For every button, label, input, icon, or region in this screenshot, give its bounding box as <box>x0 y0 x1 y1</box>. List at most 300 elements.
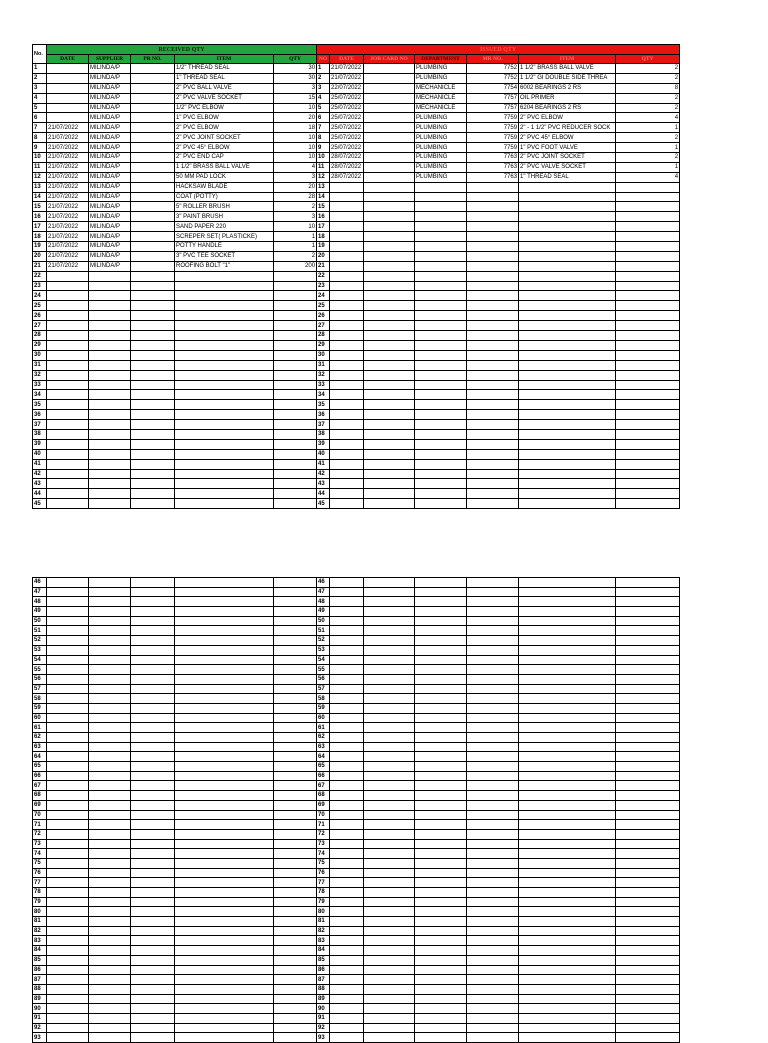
issued-department-cell <box>415 301 467 311</box>
received-qty-cell <box>274 489 317 499</box>
received-item-cell <box>175 733 274 743</box>
header-issued-job-card: JOB CARD NO <box>364 55 415 64</box>
table-row <box>33 172 680 182</box>
issued-qty-cell <box>616 616 680 626</box>
row-number: 71 <box>33 820 47 830</box>
received-pr-cell <box>131 459 175 469</box>
issued-date-cell <box>330 212 364 222</box>
issued-mr-cell <box>467 390 519 400</box>
received-pr-cell <box>131 449 175 459</box>
row-number: 26 <box>33 311 47 321</box>
table-row <box>33 271 680 281</box>
issued-no-cell: 28 <box>317 331 330 341</box>
received-date-cell <box>47 655 89 665</box>
issued-date-cell <box>330 742 364 752</box>
received-date-cell <box>47 674 89 684</box>
table-row <box>33 955 680 965</box>
issued-job-card-cell <box>364 626 415 636</box>
issued-date-cell <box>330 459 364 469</box>
issued-item-cell <box>519 271 616 281</box>
issued-qty-cell <box>616 636 680 646</box>
issued-mr-cell <box>467 439 519 449</box>
issued-mr-cell <box>467 587 519 597</box>
received-item-cell <box>175 587 274 597</box>
row-number: 59 <box>33 703 47 713</box>
received-date-cell <box>47 771 89 781</box>
table-row <box>33 499 680 509</box>
issued-no-cell: 88 <box>317 984 330 994</box>
received-item-cell: 2" PVC VALVE SOCKET <box>175 93 274 103</box>
received-pr-cell <box>131 965 175 975</box>
issued-mr-cell <box>467 380 519 390</box>
issued-no-cell: 84 <box>317 946 330 956</box>
received-qty-cell: 18 <box>274 123 317 133</box>
received-item-cell: ROOFING BOLT "1" <box>175 261 274 271</box>
received-pr-cell <box>131 742 175 752</box>
issued-job-card-cell <box>364 684 415 694</box>
received-item-cell: 1" THREAD SEAL <box>175 73 274 83</box>
table-row <box>33 965 680 975</box>
issued-job-card-cell <box>364 839 415 849</box>
issued-mr-cell <box>467 578 519 588</box>
received-date-cell <box>47 1023 89 1033</box>
issued-department-cell: PLUMBING <box>415 133 467 143</box>
issued-mr-cell <box>467 936 519 946</box>
received-item-cell <box>175 390 274 400</box>
table-row <box>33 858 680 868</box>
issued-item-cell <box>519 800 616 810</box>
issued-job-card-cell <box>364 858 415 868</box>
issued-job-card-cell <box>364 439 415 449</box>
received-pr-cell <box>131 791 175 801</box>
issued-mr-cell <box>467 820 519 830</box>
issued-job-card-cell <box>364 984 415 994</box>
issued-date-cell <box>330 878 364 888</box>
issued-qty-cell <box>616 459 680 469</box>
received-qty-cell <box>274 984 317 994</box>
received-qty-cell <box>274 965 317 975</box>
table-row <box>33 340 680 350</box>
issued-mr-cell <box>467 829 519 839</box>
received-qty-cell: 4 <box>274 162 317 172</box>
received-date-cell <box>47 888 89 898</box>
received-item-cell <box>175 449 274 459</box>
received-qty-cell <box>274 350 317 360</box>
row-number: 18 <box>33 232 47 242</box>
issued-mr-cell <box>467 665 519 675</box>
received-date-cell <box>47 907 89 917</box>
received-pr-cell <box>131 762 175 772</box>
row-number: 62 <box>33 733 47 743</box>
received-item-cell <box>175 694 274 704</box>
received-supplier-cell: MILINDA/P <box>89 162 131 172</box>
received-qty-cell <box>274 917 317 927</box>
table-row <box>33 771 680 781</box>
table-row <box>33 839 680 849</box>
issued-department-cell <box>415 975 467 985</box>
received-date-cell <box>47 713 89 723</box>
issued-department-cell <box>415 390 467 400</box>
table-row <box>33 888 680 898</box>
row-number: 69 <box>33 800 47 810</box>
issued-department-cell <box>415 1023 467 1033</box>
issued-no-cell: 63 <box>317 742 330 752</box>
table-row <box>33 897 680 907</box>
row-number: 16 <box>33 212 47 222</box>
issued-job-card-cell <box>364 172 415 182</box>
issued-department-cell: PLUMBING <box>415 143 467 153</box>
received-qty-cell <box>274 907 317 917</box>
received-pr-cell <box>131 281 175 291</box>
issued-no-cell: 26 <box>317 311 330 321</box>
issued-job-card-cell <box>364 143 415 153</box>
issued-no-cell: 50 <box>317 616 330 626</box>
issued-department-cell <box>415 781 467 791</box>
row-number: 9 <box>33 143 47 153</box>
received-qty-cell <box>274 791 317 801</box>
issued-job-card-cell <box>364 459 415 469</box>
issued-qty-cell <box>616 350 680 360</box>
received-qty-cell: 2 <box>274 251 317 261</box>
issued-date-cell: 22/07/2022 <box>330 83 364 93</box>
received-item-cell <box>175 897 274 907</box>
issued-date-cell <box>330 469 364 479</box>
issued-mr-cell <box>467 878 519 888</box>
received-supplier-cell: MILINDA/P <box>89 172 131 182</box>
received-pr-cell <box>131 694 175 704</box>
issued-date-cell <box>330 232 364 242</box>
issued-item-cell <box>519 192 616 202</box>
issued-mr-cell <box>467 684 519 694</box>
issued-date-cell <box>330 607 364 617</box>
row-number: 88 <box>33 984 47 994</box>
issued-no-cell: 75 <box>317 858 330 868</box>
issued-job-card-cell <box>364 791 415 801</box>
received-item-cell: 50 MM PAD LOCK <box>175 172 274 182</box>
received-pr-cell <box>131 499 175 509</box>
received-pr-cell <box>131 703 175 713</box>
header-issued-date: DATE <box>330 55 364 64</box>
received-supplier-cell <box>89 752 131 762</box>
issued-item-cell <box>519 946 616 956</box>
issued-qty-cell <box>616 791 680 801</box>
received-item-cell <box>175 499 274 509</box>
issued-department-cell <box>415 311 467 321</box>
issued-job-card-cell <box>364 420 415 430</box>
issued-job-card-cell <box>364 597 415 607</box>
received-item-cell <box>175 429 274 439</box>
row-number: 43 <box>33 479 47 489</box>
received-item-cell <box>175 868 274 878</box>
issued-mr-cell <box>467 771 519 781</box>
received-qty-cell <box>274 1033 317 1043</box>
issued-department-cell: PLUMBING <box>415 153 467 163</box>
issued-job-card-cell <box>364 955 415 965</box>
row-number: 77 <box>33 878 47 888</box>
received-date-cell: 21/07/2022 <box>47 143 89 153</box>
received-supplier-cell: MILINDA/P <box>89 93 131 103</box>
issued-no-cell: 90 <box>317 1004 330 1014</box>
issued-date-cell <box>330 946 364 956</box>
received-qty-cell <box>274 479 317 489</box>
received-qty-cell <box>274 674 317 684</box>
received-qty-cell <box>274 665 317 675</box>
received-qty-cell <box>274 587 317 597</box>
issued-date-cell <box>330 917 364 927</box>
issued-no-cell: 71 <box>317 820 330 830</box>
issued-mr-cell: 7763 <box>467 153 519 163</box>
received-date-cell: 21/07/2022 <box>47 182 89 192</box>
received-qty-cell: 3 <box>274 172 317 182</box>
received-qty-cell <box>274 271 317 281</box>
issued-item-cell <box>519 984 616 994</box>
issued-job-card-cell <box>364 410 415 420</box>
received-pr-cell <box>131 829 175 839</box>
issued-no-cell: 21 <box>317 261 330 271</box>
received-pr-cell <box>131 674 175 684</box>
row-number: 4 <box>33 93 47 103</box>
table-row <box>33 713 680 723</box>
issued-date-cell <box>330 1004 364 1014</box>
received-supplier-cell <box>89 636 131 646</box>
received-item-cell <box>175 626 274 636</box>
received-supplier-cell <box>89 955 131 965</box>
issued-date-cell <box>330 311 364 321</box>
issued-department-cell <box>415 479 467 489</box>
issued-qty-cell <box>616 439 680 449</box>
issued-qty-cell: 2 <box>616 93 680 103</box>
issued-date-cell <box>330 192 364 202</box>
table-row <box>33 616 680 626</box>
issued-job-card-cell <box>364 380 415 390</box>
table-row <box>33 762 680 772</box>
issued-job-card-cell <box>364 331 415 341</box>
issued-department-cell <box>415 420 467 430</box>
issued-department-cell <box>415 858 467 868</box>
issued-department-cell <box>415 829 467 839</box>
received-qty-cell <box>274 955 317 965</box>
table-row <box>33 251 680 261</box>
received-qty-cell: 10 <box>274 143 317 153</box>
received-date-cell <box>47 390 89 400</box>
issued-department-cell <box>415 410 467 420</box>
received-item-cell <box>175 723 274 733</box>
row-number: 60 <box>33 713 47 723</box>
issued-job-card-cell <box>364 83 415 93</box>
issued-mr-cell <box>467 489 519 499</box>
row-number: 15 <box>33 202 47 212</box>
issued-mr-cell <box>467 839 519 849</box>
received-supplier-cell <box>89 429 131 439</box>
received-item-cell <box>175 858 274 868</box>
table-row <box>33 975 680 985</box>
received-item-cell <box>175 439 274 449</box>
issued-item-cell <box>519 587 616 597</box>
received-date-cell: 21/07/2022 <box>47 192 89 202</box>
row-number: 92 <box>33 1023 47 1033</box>
received-qty-cell <box>274 597 317 607</box>
issued-department-cell <box>415 607 467 617</box>
received-date-cell <box>47 636 89 646</box>
issued-qty-cell <box>616 810 680 820</box>
issued-qty-cell <box>616 192 680 202</box>
table-row <box>33 742 680 752</box>
received-qty-cell <box>274 752 317 762</box>
table-row <box>33 321 680 331</box>
received-qty-cell <box>274 994 317 1004</box>
issued-department-cell <box>415 1033 467 1043</box>
received-pr-cell <box>131 578 175 588</box>
issued-no-cell: 25 <box>317 301 330 311</box>
received-item-cell <box>175 400 274 410</box>
received-pr-cell <box>131 984 175 994</box>
issued-job-card-cell <box>364 469 415 479</box>
issued-item-cell <box>519 810 616 820</box>
received-qty-cell <box>274 429 317 439</box>
issued-item-cell <box>519 742 616 752</box>
issued-no-cell: 22 <box>317 271 330 281</box>
issued-date-cell <box>330 429 364 439</box>
issued-no-cell: 53 <box>317 645 330 655</box>
received-supplier-cell <box>89 281 131 291</box>
issued-date-cell <box>330 291 364 301</box>
issued-date-cell <box>330 965 364 975</box>
received-item-cell <box>175 370 274 380</box>
row-number: 14 <box>33 192 47 202</box>
issued-item-cell <box>519 449 616 459</box>
issued-job-card-cell <box>364 994 415 1004</box>
issued-job-card-cell <box>364 281 415 291</box>
issued-date-cell <box>330 439 364 449</box>
issued-mr-cell: 7752 <box>467 73 519 83</box>
issued-qty-cell <box>616 781 680 791</box>
received-item-cell: SAND PAPER 220 <box>175 222 274 232</box>
received-pr-cell <box>131 713 175 723</box>
issued-no-cell: 78 <box>317 888 330 898</box>
received-qty-cell <box>274 888 317 898</box>
issued-item-cell <box>519 360 616 370</box>
row-number: 7 <box>33 123 47 133</box>
issued-item-cell <box>519 459 616 469</box>
issued-date-cell <box>330 321 364 331</box>
issued-job-card-cell <box>364 489 415 499</box>
issued-department-cell <box>415 655 467 665</box>
received-supplier-cell <box>89 723 131 733</box>
received-qty-cell <box>274 578 317 588</box>
issued-item-cell: 2" PVC ELBOW <box>519 113 616 123</box>
received-supplier-cell <box>89 878 131 888</box>
issued-no-cell: 86 <box>317 965 330 975</box>
row-number: 63 <box>33 742 47 752</box>
issued-qty-cell <box>616 360 680 370</box>
received-date-cell <box>47 607 89 617</box>
issued-no-cell: 9 <box>317 143 330 153</box>
issued-date-cell <box>330 597 364 607</box>
table-row <box>33 83 680 93</box>
issued-item-cell <box>519 410 616 420</box>
received-supplier-cell <box>89 791 131 801</box>
issued-item-cell <box>519 994 616 1004</box>
issued-no-cell: 34 <box>317 390 330 400</box>
issued-item-cell: 1 1/2" GI DOUBLE SIDE THREA <box>519 73 616 83</box>
received-qty-cell <box>274 897 317 907</box>
issued-department-cell <box>415 771 467 781</box>
issued-item-cell <box>519 713 616 723</box>
received-qty-cell <box>274 370 317 380</box>
issued-mr-cell <box>467 222 519 232</box>
received-date-cell <box>47 762 89 772</box>
received-date-cell <box>47 449 89 459</box>
issued-item-cell <box>519 1004 616 1014</box>
issued-item-cell <box>519 762 616 772</box>
issued-mr-cell <box>467 946 519 956</box>
issued-job-card-cell <box>364 849 415 859</box>
received-item-cell <box>175 955 274 965</box>
received-item-cell <box>175 674 274 684</box>
row-number: 5 <box>33 103 47 113</box>
issued-qty-cell <box>616 771 680 781</box>
issued-qty-cell <box>616 858 680 868</box>
received-pr-cell <box>131 311 175 321</box>
issued-mr-cell <box>467 281 519 291</box>
received-pr-cell <box>131 370 175 380</box>
row-number: 22 <box>33 271 47 281</box>
issued-department-cell <box>415 703 467 713</box>
received-date-cell: 21/07/2022 <box>47 232 89 242</box>
received-pr-cell <box>131 83 175 93</box>
received-date-cell <box>47 420 89 430</box>
issued-job-card-cell <box>364 829 415 839</box>
row-number: 29 <box>33 340 47 350</box>
received-pr-cell <box>131 955 175 965</box>
issued-department-cell <box>415 849 467 859</box>
received-pr-cell <box>131 907 175 917</box>
received-pr-cell <box>131 420 175 430</box>
issued-date-cell <box>330 752 364 762</box>
issued-department-cell <box>415 636 467 646</box>
issued-date-cell <box>330 713 364 723</box>
received-item-cell: 1 1/2" BRASS BALL VALVE <box>175 162 274 172</box>
received-supplier-cell: MILINDA/P <box>89 103 131 113</box>
received-qty-cell: 20 <box>274 113 317 123</box>
received-qty-cell <box>274 331 317 341</box>
received-supplier-cell <box>89 645 131 655</box>
header-issued-no: NO <box>317 55 330 64</box>
received-qty-cell <box>274 800 317 810</box>
issued-item-cell <box>519 752 616 762</box>
issued-job-card-cell <box>364 917 415 927</box>
received-item-cell <box>175 281 274 291</box>
received-supplier-cell <box>89 360 131 370</box>
issued-job-card-cell <box>364 182 415 192</box>
received-pr-cell <box>131 994 175 1004</box>
issued-item-cell: 1 1/2" BRASS BALL VALVE <box>519 64 616 74</box>
issued-mr-cell <box>467 907 519 917</box>
issued-job-card-cell <box>364 733 415 743</box>
issued-mr-cell: 7757 <box>467 93 519 103</box>
row-number: 53 <box>33 645 47 655</box>
issued-qty-cell <box>616 645 680 655</box>
received-supplier-cell <box>89 907 131 917</box>
issued-item-cell <box>519 380 616 390</box>
issued-qty-cell <box>616 499 680 509</box>
received-supplier-cell <box>89 800 131 810</box>
issued-no-cell: 30 <box>317 350 330 360</box>
issued-date-cell <box>330 762 364 772</box>
header-received-item: ITEM <box>175 55 274 64</box>
issued-mr-cell <box>467 926 519 936</box>
received-pr-cell <box>131 172 175 182</box>
